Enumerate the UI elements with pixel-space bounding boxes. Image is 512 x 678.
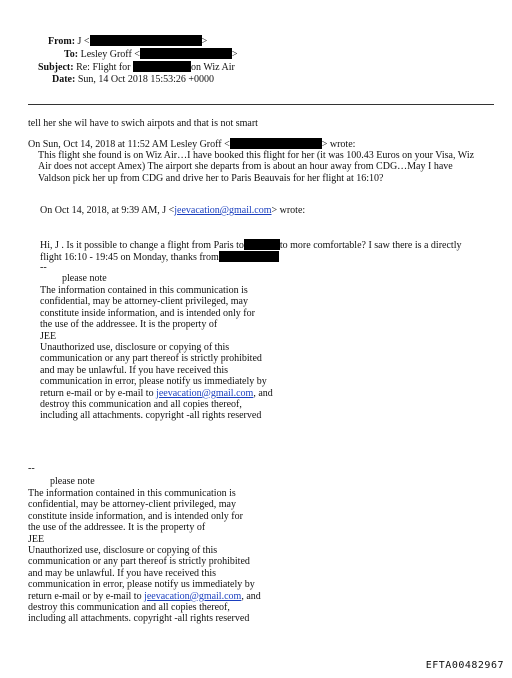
redaction-block <box>230 138 322 149</box>
document-id: EFTA00482967 <box>425 660 504 671</box>
header-divider <box>28 104 494 105</box>
redaction-block <box>133 61 191 72</box>
quote1-line: Air does not accept Amex) The airport she departs from is about an hour away from CDG…May I have <box>38 161 453 173</box>
from-value: J < <box>77 36 90 47</box>
disclaimer-note: please note <box>62 273 107 284</box>
quote2-line-2: flight 16:10 - 19:45 on Monday, thanks from <box>40 251 279 263</box>
header-subject: Subject: Re: Flight for on Wiz Air <box>38 62 235 73</box>
subject-value: Re: Flight for <box>76 62 131 73</box>
disclaimer-body-outer: The information contained in this communication is confidential, may be attorney-client privileged, may constitute inside information, and is intended only for the use of the addressee. It is the property of JEE Unauthorized use, disclosure or copying of this communication or any part thereof is strictly prohibited and may be unlawful. If you have received this communication in error, please notify us immediately by return e-mail or by e-mail to jeevacation@gmail.com, and destroy this communication and all copies thereof, including all attachments. copyright -all rights reserved <box>28 488 261 625</box>
quote1-attribution: On Sun, Oct 14, 2018 at 11:52 AM Lesley Groff < > wrote: <box>28 139 356 150</box>
quote2-line-1: Hi, J . Is it possible to change a flight from Paris to to more comfortable? I saw there is a directly <box>40 240 462 251</box>
redaction-block <box>90 35 202 46</box>
to-value: Lesley Groff < <box>80 49 140 60</box>
quote2-sig-separator: -- <box>40 262 47 273</box>
bottom-sig-separator: -- <box>28 463 35 474</box>
to-label: To: <box>64 49 79 60</box>
redaction-block <box>244 239 280 250</box>
quote1-body <box>38 150 474 184</box>
quote1-line: This flight she found is on Wiz Air…I have booked this flight for her (it was 100.43 Euros on your Visa, Wiz <box>38 150 475 161</box>
disclaimer-email-link[interactable]: jeevacation@gmail.com <box>156 387 254 399</box>
reply-text: tell her she wil have to swich airpots and that is not smart <box>28 118 258 129</box>
header-to: To: Lesley Groff < > <box>64 49 238 60</box>
redaction-block <box>219 251 279 262</box>
disclaimer-body: The information contained in this communication is confidential, may be attorney-client privileged, may constitute inside information, and is intended only for the use of the addressee. It is the property of JEE Unauthorized use, disclosure or copying of this communication or any part thereof is strictly prohibited and may be unlawful. If you have received this communication in error, please notify us immediately by return e-mail or by e-mail to jeevacation@gmail.com, and destroy this communication and all copies thereof, including all attachments. copyright -all rights reserved <box>40 285 273 422</box>
quote1-line: Valdson pick her up from CDG and drive her to Paris Beauvais for her flight at 16:10? <box>38 172 384 184</box>
from-label: From: <box>48 36 76 47</box>
subject-label: Subject: <box>38 62 74 73</box>
date-value: Sun, 14 Oct 2018 15:53:26 +0000 <box>77 74 215 85</box>
header-date <box>52 74 214 85</box>
disclaimer-note-outer: please note <box>50 476 95 487</box>
quote2-attribution: On Oct 14, 2018, at 9:39 AM, J <jeevacation@gmail.com> wrote: <box>40 205 306 216</box>
redaction-block <box>140 48 232 59</box>
disclaimer-email-link-outer[interactable]: jeevacation@gmail.com <box>144 590 242 602</box>
date-label: Date: <box>52 74 76 85</box>
header-from: From: J < > <box>48 36 208 47</box>
quote2-email-link[interactable]: jeevacation@gmail.com <box>174 205 272 216</box>
